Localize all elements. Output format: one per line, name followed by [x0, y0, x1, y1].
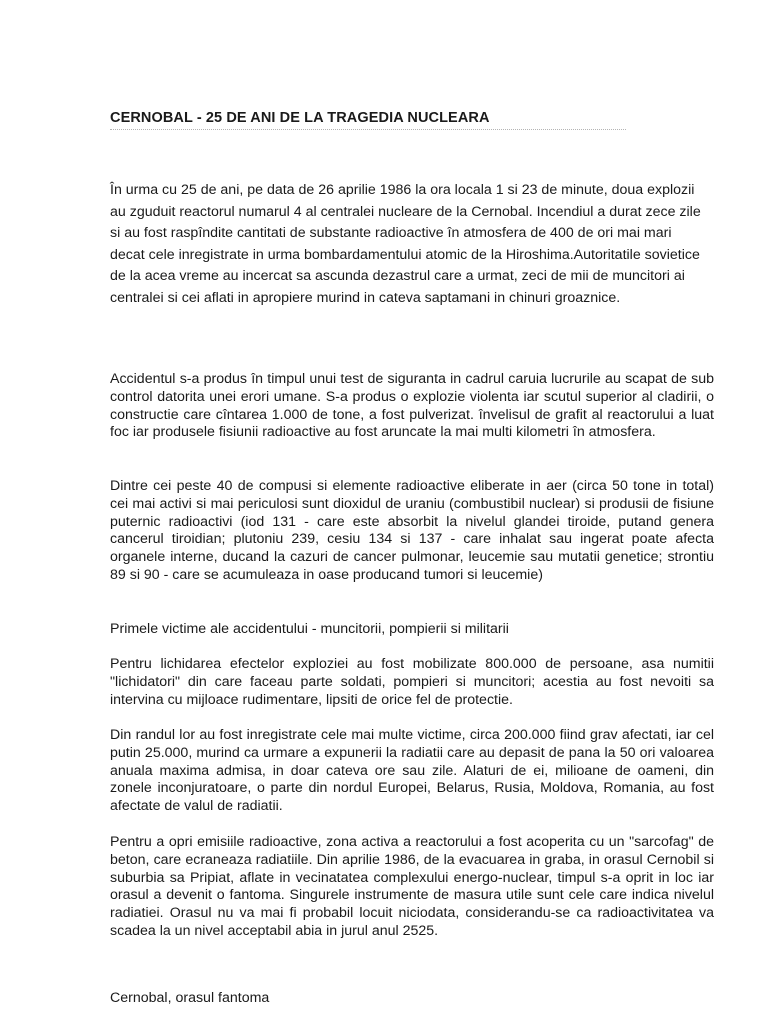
paragraph-radioactive-elements: Dintre cei peste 40 de compusi si elemente radioactive eliberate in aer (circa 50 tone in total) cei mai activi si mai periculosi sunt dioxidul de uraniu (combustibil nuclear) si produsii de fisiune puternic radioactivi (iod 131 - care este absorbit la nivelul glandei tiroide, putand genera cancerul tiroidian; plutoniu 239, cesiu 134 si 137 - care inhalat sau ingerat poate afecta organele interne, ducand la cazuri de cancer pulmonar, leucemie sau mutatii genetice; strontiu 89 si 90 - care se acumuleaza in oase producand tumori si leucemie): [110, 478, 714, 583]
paragraph-victims: Din randul lor au fost inregistrate cele mai multe victime, circa 200.000 fiind grav afectati, iar cel putin 25.000, murind ca urmare a expunerii la radiatii care au depasit de pana la 50 ori valoarea anuala maxima admisa, in doar cateva ore sau zile. Alaturi de ei, milioane de oameni, din zonele inconjuratoare, o parte din nordul Europei, Belarus, Rusia, Moldova, Romania, au fost afectate de valul de radiatii.: [110, 727, 714, 815]
section-heading-ghost-town: Cernobal, orasul fantoma: [110, 990, 270, 1006]
document-title: CERNOBAL - 25 DE ANI DE LA TRAGEDIA NUCLEARA: [110, 110, 490, 126]
section-heading-first-victims: Primele victime ale accidentului - muncitorii, pompierii si militarii: [110, 621, 509, 637]
paragraph-sarcophagus: Pentru a opri emisiile radioactive, zona activa a reactorului a fost acoperita cu un "sarcofag" de beton, care ecraneaza radiatiile. Din aprilie 1986, de la evacuarea in graba, in orasul Cernobil si suburbia sa Pripiat, aflate in vecinatatea complexului energo-nuclear, timpul s-a oprit in loc iar orasul a devenit o fantoma. Singurele instrumente de masura utile sunt cele care indica nivelul radiatiei. Orasul nu va mai fi probabil locuit niciodata, considerandu-se ca radioactivitatea va scadea la un nivel acceptabil abia in jurul anul 2525.: [110, 834, 714, 939]
paragraph-liquidators: Pentru lichidarea efectelor exploziei au fost mobilizate 800.000 de persoane, asa numitii "lichidatori" din care faceau parte soldati, pompieri si muncitori; acestia au fost nevoiti sa intervina cu mijloace rudimentare, lipsiti de orice fel de protectie.: [110, 656, 714, 708]
intro-paragraph: În urma cu 25 de ani, pe data de 26 aprilie 1986 la ora locala 1 si 23 de minute, doua explozii au zguduit reactorul numarul 4 al centralei nucleare de la Cernobal. Incendiul a durat zece zile si au fost raspîndite cantitati de substante radioactive în atmosfera de 400 de ori mai mari decat cele inregistrate in urma bombardamentului atomic de la Hiroshima.Autoritatile sovietice de la acea vreme au incercat sa ascunda dezastrul care a urmat, zeci de mii de muncitori ai centralei si cei aflati in apropiere murind in cateva saptamani in chinuri groaznice.: [110, 182, 701, 306]
title-divider: [110, 129, 626, 130]
paragraph-accident: Accidentul s-a produs în timpul unui test de siguranta in cadrul caruia lucrurile au scapat de sub control datorita unei erori umane. S-a produs o explozie violenta iar scutul superior al cladirii, o constructie care cîntarea 1.000 de tone, a fost pulverizat. învelisul de grafit al reactorului a luat foc iar produsele fisiunii radioactive au fost aruncate la mai multi kilometri în atmosfera.: [110, 371, 714, 441]
